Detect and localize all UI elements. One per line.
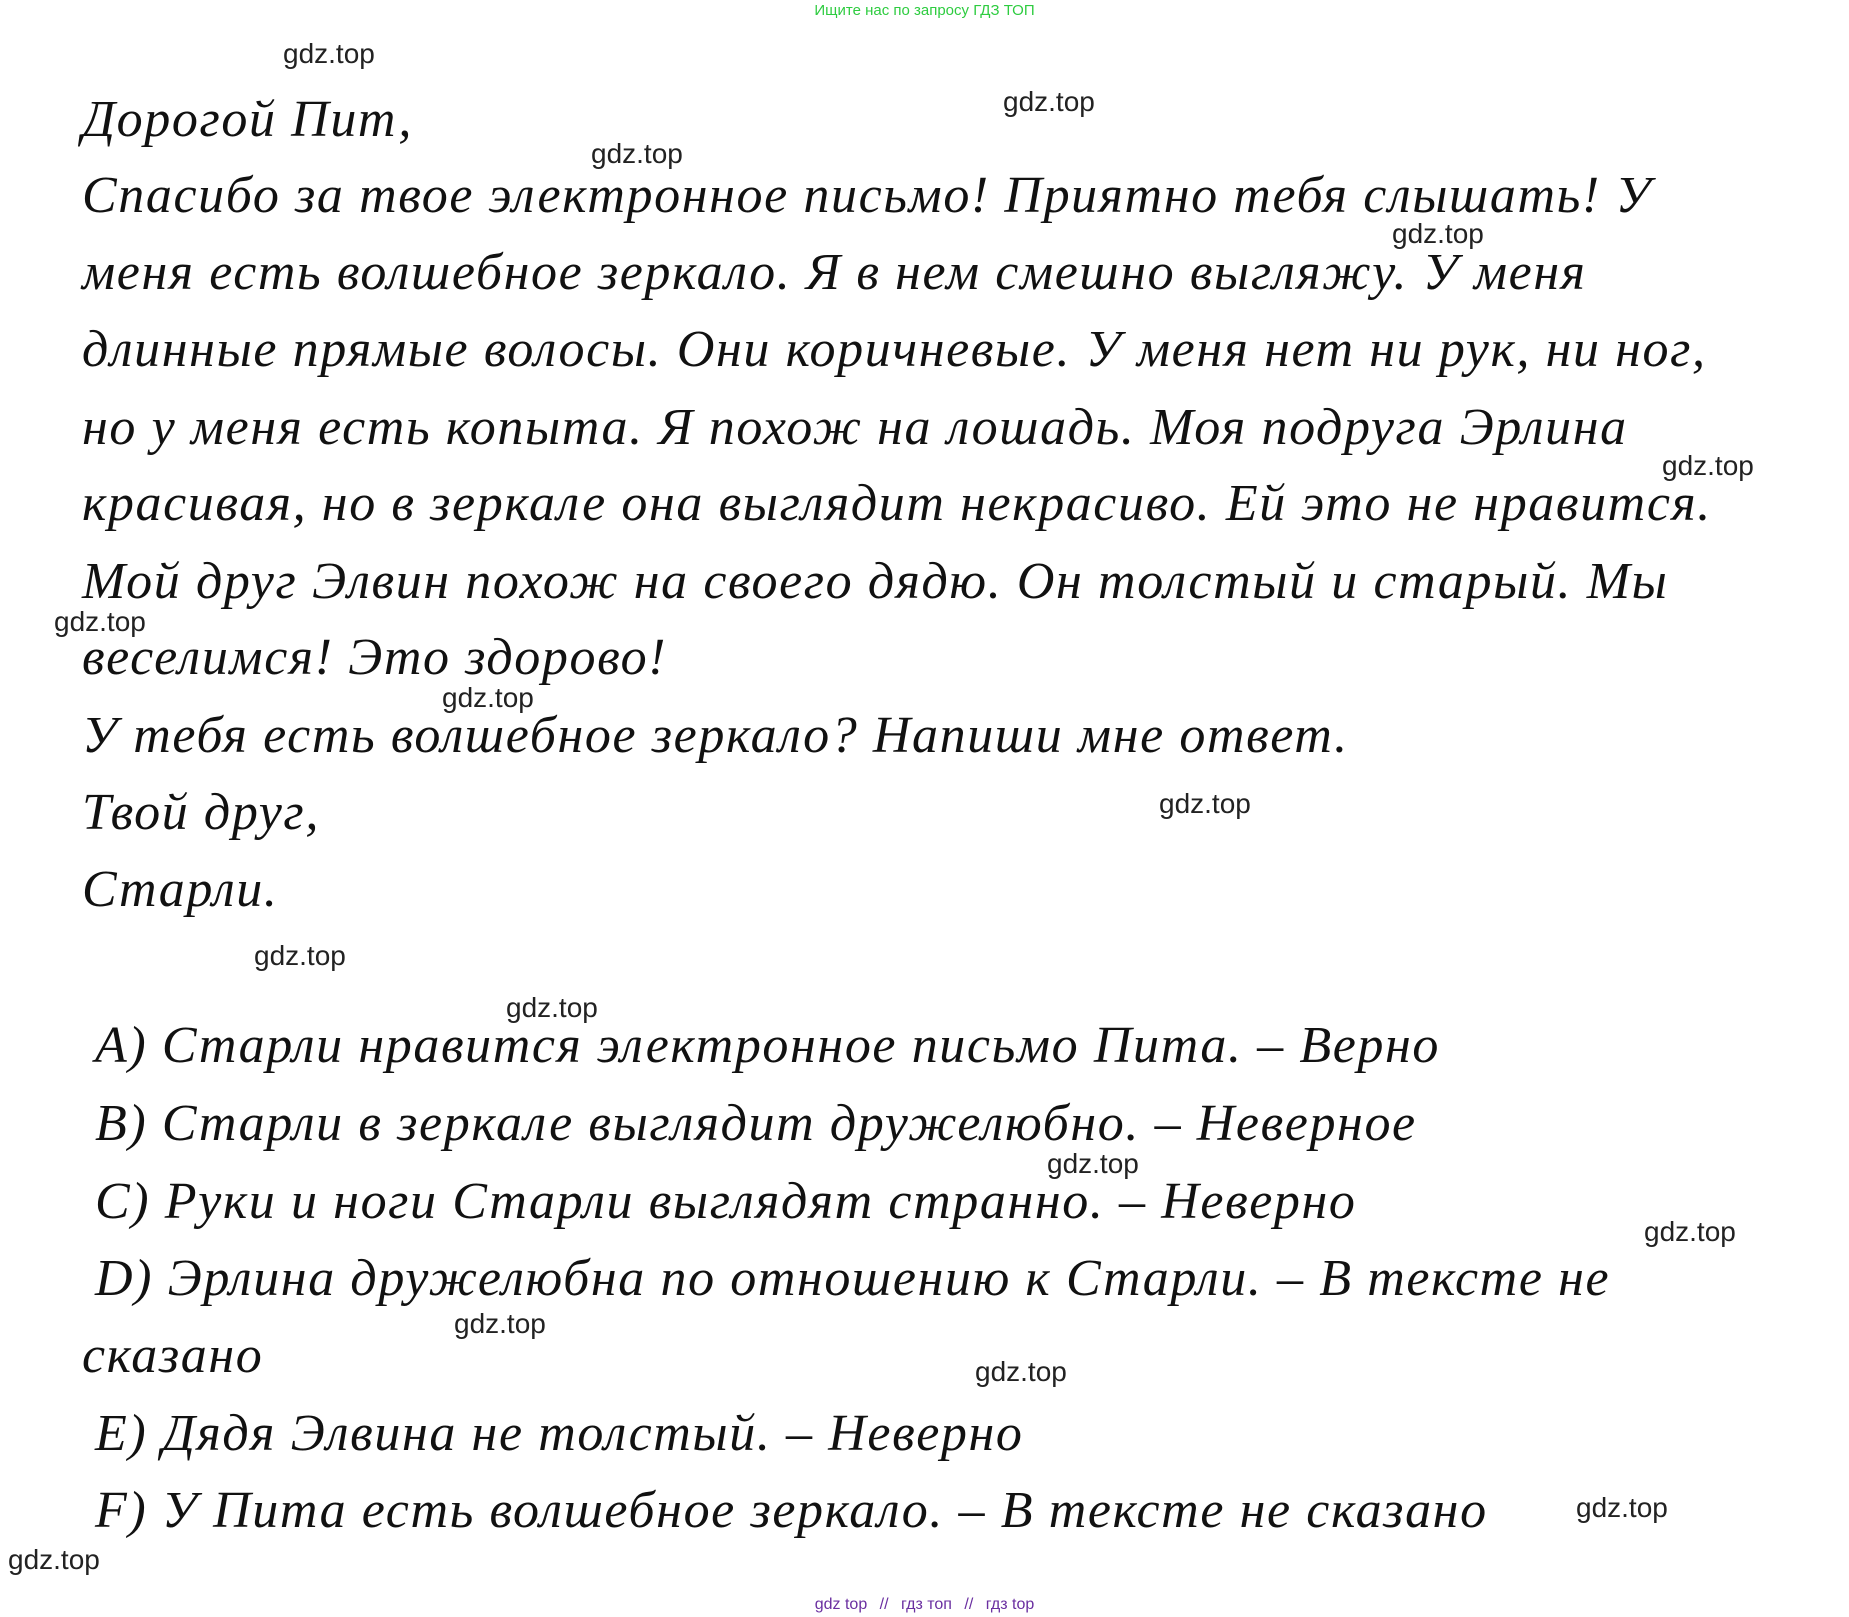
footer [0,1596,1849,1614]
letter-closing: Твой друг, [82,784,320,841]
watermark: gdz.top [1662,450,1754,481]
answer-d: D) Эрлина дружелюбна по отношению к Старли. – В тексте не [95,1250,1611,1307]
watermark: gdz.top [254,940,346,971]
answer-b: B) Старли в зеркале выглядит дружелюбно. – Неверное [95,1095,1417,1152]
answer-e: E) Дядя Элвина не толстый. – Неверно [95,1405,1024,1462]
letter-line: У тебя есть волшебное зеркало? Напиши мне ответ. [82,707,1349,764]
footer-link[interactable]: гдз top [985,1596,1035,1613]
watermark: gdz.top [54,606,146,637]
letter-greeting: Дорогой Пит, [82,91,413,148]
letter-line: Мой друг Элвин похож на своего дядю. Он толстый и старый. Мы [82,553,1669,610]
letter-line: меня есть волшебное зеркало. Я в нем смешно выгляжу. У меня [82,244,1587,301]
letter-line: но у меня есть копыта. Я похож на лошадь. Моя подруга Эрлина [82,399,1628,456]
watermark: gdz.top [8,1544,100,1575]
watermark: gdz.top [1159,788,1251,819]
letter-line: Спасибо за твое электронное письмо! Приятно тебя слышать! У [82,167,1653,224]
footer-separator: // [879,1596,889,1613]
watermark: gdz.top [454,1308,546,1339]
footer-separator: // [964,1596,974,1613]
answer-f: F) У Пита есть волшебное зеркало. – В тексте не сказано [95,1482,1488,1539]
letter-signature: Старли. [82,861,279,918]
watermark: gdz.top [1576,1492,1668,1523]
watermark: gdz.top [975,1356,1067,1387]
watermark: gdz.top [1392,218,1484,249]
watermark: gdz.top [1047,1148,1139,1179]
watermark: gdz.top [506,992,598,1023]
watermark: gdz.top [442,682,534,713]
watermark: gdz.top [1003,86,1095,117]
answer-c: C) Руки и ноги Старли выглядят странно. – Неверно [95,1173,1357,1230]
letter-line: длинные прямые волосы. Они коричневые. У меня нет ни рук, ни ног, [82,321,1707,378]
letter-line: веселимся! Это здорово! [82,629,668,686]
answer-d-continuation: сказано [82,1327,264,1384]
watermark: gdz.top [591,138,683,169]
footer-link[interactable]: gdz top [814,1596,868,1613]
letter-line: красивая, но в зеркале она выглядит некрасиво. Ей это не нравится. [82,475,1712,532]
answer-a: A) Старли нравится электронное письмо Пита. – Верно [95,1017,1441,1074]
watermark: gdz.top [1644,1216,1736,1247]
watermark: gdz.top [283,38,375,69]
footer-link[interactable]: гдз топ [901,1596,952,1613]
top-banner: Ищите нас по запросу ГДЗ ТОП [814,2,1035,19]
